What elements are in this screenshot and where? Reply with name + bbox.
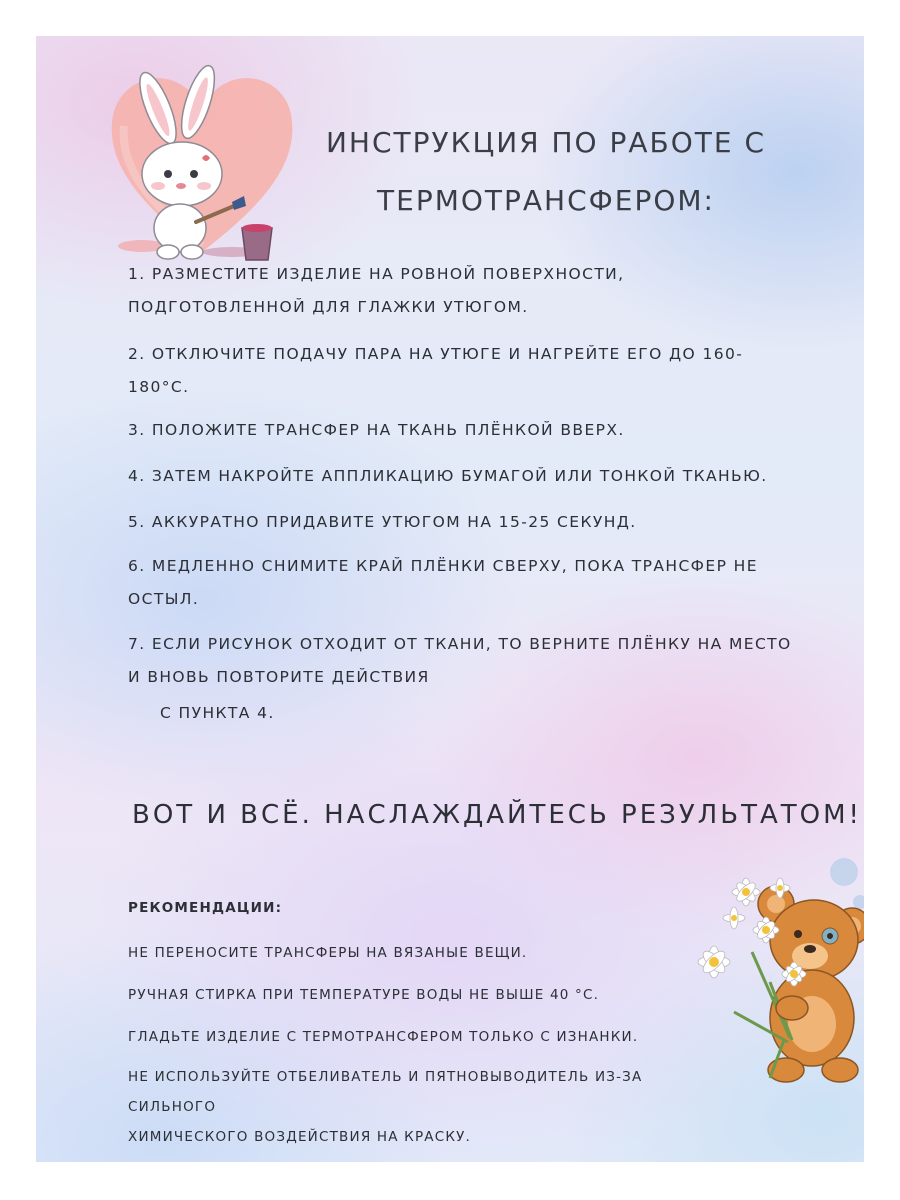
step-7-line-1: 7. ЕСЛИ РИСУНОК ОТХОДИТ ОТ ТКАНИ, ТО ВЕРНИТЕ ПЛЁНКУ НА МЕСТО [128,635,792,653]
step-7-line-2: И ВНОВЬ ПОВТОРИТЕ ДЕЙСТВИЯ [128,668,430,686]
recommendation-item [128,1062,688,1152]
step-7-continuation: С ПУНКТА 4. [160,704,275,722]
step-item [128,550,828,616]
recommendation-4-line-2: ХИМИЧЕСКОГО ВОЗДЕЙСТВИЯ НА КРАСКУ. [128,1129,472,1145]
recommendation-item [128,980,688,1010]
step-5-line-1: 5. АККУРАТНО ПРИДАВИТЕ УТЮГОМ НА 15-25 СЕКУНД. [128,513,637,531]
recommendations-heading: РЕКОМЕНДАЦИИ: [128,900,283,916]
title-line-2: ТЕРМОТРАНСФЕРОМ: [377,184,715,217]
recommendation-3: ГЛАДЬТЕ ИЗДЕЛИЕ С ТЕРМОТРАНСФЕРОМ ТОЛЬКО С ИЗНАНКИ. [128,1029,639,1045]
step-item [128,460,828,493]
bunny-with-heart-icon [102,56,302,268]
recommendation-1: НЕ ПЕРЕНОСИТЕ ТРАНСФЕРЫ НА ВЯЗАНЫЕ ВЕЩИ. [128,945,528,961]
recommendation-4-line-1: НЕ ИСПОЛЬЗУЙТЕ ОТБЕЛИВАТЕЛЬ И ПЯТНОВЫВОДИТЕЛЬ ИЗ-ЗА СИЛЬНОГО [128,1069,643,1115]
recommendation-item [128,1022,688,1052]
instruction-card [36,36,864,1162]
page-title [286,114,806,230]
step-6-line-1: 6. МЕДЛЕННО СНИМИТЕ КРАЙ ПЛЁНКИ СВЕРХУ, ПОКА ТРАНСФЕР НЕ [128,557,758,575]
step-item [128,506,828,539]
step-6-line-2: ОСТЫЛ. [128,590,200,608]
teddy-bear-with-daisies-icon [674,832,864,1092]
step-1-line-2: ПОДГОТОВЛЕННОЙ ДЛЯ ГЛАЖКИ УТЮГОМ. [128,298,529,316]
closing-slogan: ВОТ И ВСЁ. НАСЛАЖДАЙТЕСЬ РЕЗУЛЬТАТОМ! [132,800,862,830]
step-item [128,414,828,447]
recommendation-item [128,938,688,968]
step-item [128,338,828,404]
step-item [128,258,828,324]
title-line-1: ИНСТРУКЦИЯ ПО РАБОТЕ С [325,126,767,159]
step-2-line-2: 180°С. [128,378,190,396]
recommendation-2: РУЧНАЯ СТИРКА ПРИ ТЕМПЕРАТУРЕ ВОДЫ НЕ ВЫШЕ 40 °С. [128,987,600,1003]
step-4-line-1: 4. ЗАТЕМ НАКРОЙТЕ АППЛИКАЦИЮ БУМАГОЙ ИЛИ ТОНКОЙ ТКАНЬЮ. [128,467,768,485]
step-1-line-1: 1. РАЗМЕСТИТЕ ИЗДЕЛИЕ НА РОВНОЙ ПОВЕРХНОСТИ, [128,265,625,283]
step-2-line-1: 2. ОТКЛЮЧИТЕ ПОДАЧУ ПАРА НА УТЮГЕ И НАГРЕЙТЕ ЕГО ДО 160- [128,345,744,363]
step-item [128,628,828,694]
step-3-line-1: 3. ПОЛОЖИТЕ ТРАНСФЕР НА ТКАНЬ ПЛЁНКОЙ ВВЕРХ. [128,421,625,439]
